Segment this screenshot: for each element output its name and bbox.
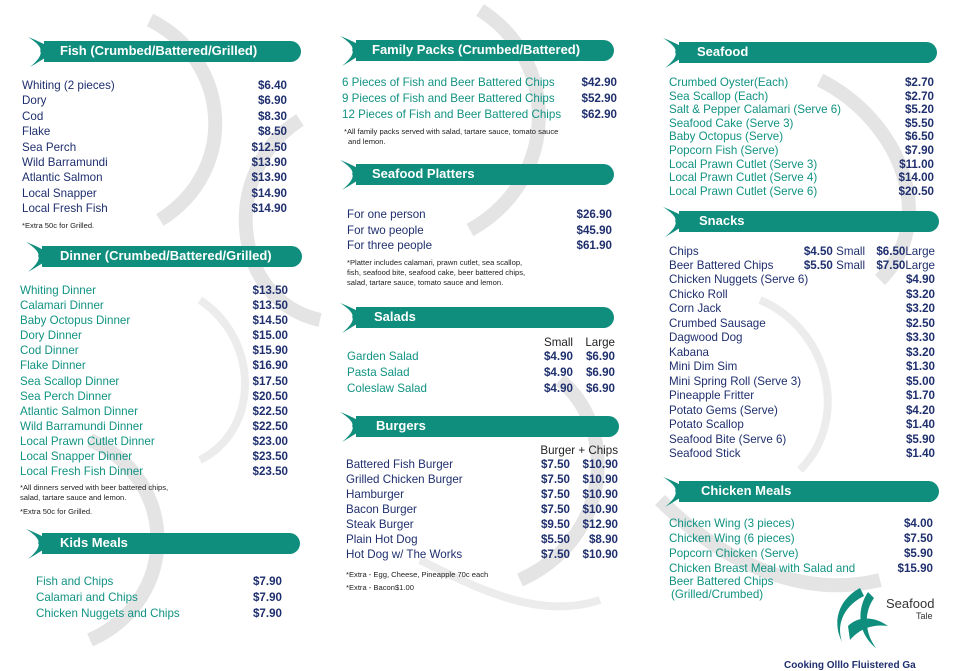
menu-item <box>669 360 935 375</box>
item-name: Coleslaw Salad <box>347 381 427 395</box>
item-name: Flake Dinner <box>20 359 86 373</box>
item-price: $13.90 <box>251 171 287 185</box>
item-name: Chips <box>669 245 699 258</box>
item-price: $2.70 <box>904 89 934 103</box>
item-name: Potato Gems (Serve) <box>669 403 778 417</box>
item-name: Crumbed Oyster(Each) <box>669 76 789 89</box>
item-price: $13.90 <box>251 156 287 170</box>
item-price-1: $4.90 <box>543 365 573 379</box>
menu-item <box>20 464 288 479</box>
item-price-2: $10.90 <box>582 488 618 501</box>
menu-item <box>20 434 288 449</box>
item-price: $22.50 <box>252 419 288 433</box>
item-name: Hamburger <box>346 488 404 501</box>
menu-item <box>346 517 618 532</box>
item-price: $45.90 <box>576 223 612 237</box>
item-price: $20.50 <box>898 184 934 198</box>
item-name: Chicken Nuggets (Serve 6) <box>669 273 809 286</box>
burgers-section <box>334 416 619 593</box>
item-prices <box>535 365 615 381</box>
item-name: Local Prawn Cutlet (Serve 6) <box>669 184 818 198</box>
item-name: Garden Salad <box>347 350 419 363</box>
item-name: Atlantic Salmon Dinner <box>20 404 138 418</box>
platters-title: Seafood Platters <box>372 166 475 181</box>
item-name: Calamari Dinner <box>20 299 104 313</box>
platters-note-line: *Platter includes calamari, prawn cutlet, sea scallop, <box>347 258 523 268</box>
menu-item <box>347 381 615 397</box>
salads-section <box>334 307 614 396</box>
item-prices <box>534 547 618 562</box>
item-name: Dagwood Dog <box>669 331 743 344</box>
family-banner <box>346 40 614 61</box>
menu-item <box>20 328 288 343</box>
item-price: $4.20 <box>905 403 935 417</box>
item-price: $13.50 <box>252 299 288 313</box>
item-prices <box>534 472 618 487</box>
item-name: Dory Dinner <box>20 329 82 343</box>
item-name: Steak Burger <box>346 518 414 531</box>
item-price-1: $4.90 <box>543 381 573 395</box>
kids-banner <box>32 533 300 554</box>
item-name: Chicken Nuggets and Chips <box>36 607 180 620</box>
item-price: $61.90 <box>576 239 612 253</box>
seafood-title: Seafood <box>697 44 749 59</box>
menu-item <box>20 343 288 358</box>
salads-column-headers <box>347 336 615 349</box>
item-name: 6 Pieces of Fish and Beer Battered Chips <box>342 76 555 89</box>
item-price-small: $5.50 <box>803 259 833 272</box>
menu-item <box>342 107 617 123</box>
item-price-1: $7.50 <box>540 503 570 516</box>
item-price: $14.00 <box>898 171 934 185</box>
footer-text: Cooking Olllo Fluistered Ga <box>784 660 916 671</box>
item-price: $5.50 <box>904 116 934 130</box>
menu-item <box>669 418 935 433</box>
snack-chips-row <box>669 245 935 259</box>
item-price-2: $10.90 <box>582 473 618 486</box>
chicken-title: Chicken Meals <box>701 483 792 498</box>
item-price: $52.90 <box>581 92 617 105</box>
chips-prices <box>804 245 935 259</box>
size-label: Small <box>836 259 866 272</box>
item-price: $22.50 <box>252 404 288 418</box>
menu-item <box>346 532 618 547</box>
salads-col-small: Small <box>544 336 573 349</box>
item-name: Local Prawn Cutlet (Serve 3) <box>669 157 818 171</box>
burgers-col-label: Burger + Chips <box>540 444 618 457</box>
item-price-1: $7.50 <box>540 473 570 486</box>
item-name: Dory <box>22 94 47 108</box>
item-price: $14.90 <box>251 186 287 200</box>
menu-item <box>20 358 288 373</box>
item-price: $5.20 <box>904 103 934 117</box>
menu-item <box>20 404 288 419</box>
item-price: $20.50 <box>252 389 288 403</box>
menu-item <box>36 590 282 606</box>
item-name: Chicken Wing (6 pieces) <box>669 532 795 546</box>
item-price: $3.20 <box>905 287 935 301</box>
item-name: Sea Scallop Dinner <box>20 374 120 388</box>
menu-item <box>669 273 935 288</box>
item-price: $1.70 <box>905 389 935 402</box>
item-name: Salt & Pepper Calamari (Serve 6) <box>669 103 842 117</box>
item-price: $5.00 <box>905 374 935 388</box>
item-price-1: $5.50 <box>540 533 570 546</box>
fish-note: *Extra 50c for Grilled. <box>22 220 95 230</box>
item-price: $4.90 <box>905 273 935 286</box>
item-price: $16.90 <box>252 359 288 373</box>
snack-beer-chips-row <box>669 259 935 273</box>
item-prices <box>535 381 615 397</box>
item-price: $15.00 <box>252 329 288 343</box>
burgers-title: Burgers <box>376 418 426 433</box>
menu-item <box>669 447 935 462</box>
menu-item <box>20 298 288 313</box>
menu-item <box>346 472 618 487</box>
item-name: Local Snapper <box>22 186 97 200</box>
family-section <box>334 40 617 147</box>
menu-item <box>669 375 935 390</box>
menu-item <box>20 313 288 328</box>
item-name: Bacon Burger <box>346 503 417 516</box>
item-name: Seafood Bite (Serve 6) <box>669 432 787 446</box>
item-price: $42.90 <box>581 76 617 89</box>
salads-col-large: Large <box>585 336 615 349</box>
item-price-2: $10.90 <box>582 503 618 516</box>
item-name: Potato Scallop <box>669 418 744 431</box>
platters-section <box>334 164 614 288</box>
item-price: $1.40 <box>905 447 935 460</box>
platters-banner <box>346 164 614 185</box>
item-price: $8.30 <box>257 109 287 123</box>
menu-item <box>669 185 934 199</box>
menu-item <box>22 140 287 155</box>
chicken-banner <box>669 481 939 502</box>
menu-item <box>669 144 934 158</box>
item-name: Calamari and Chips <box>36 591 138 604</box>
menu-item <box>347 349 615 365</box>
item-price: $7.50 <box>903 532 933 546</box>
family-note-line: and lemon. <box>348 137 386 146</box>
item-name: Kabana <box>669 345 709 359</box>
item-price: $6.40 <box>257 79 287 92</box>
item-price: $3.20 <box>905 302 935 315</box>
menu-item <box>669 404 935 419</box>
menu-item <box>669 90 934 104</box>
item-price: $26.90 <box>576 208 612 221</box>
menu-item <box>669 76 934 90</box>
item-name: For two people <box>347 223 424 237</box>
menu-item <box>669 171 934 185</box>
menu-item <box>342 75 617 91</box>
kids-section <box>20 533 300 622</box>
item-price-small: $4.50 <box>803 245 833 258</box>
item-price: $23.00 <box>252 434 288 448</box>
item-price: $8.50 <box>257 125 287 139</box>
item-prices <box>534 457 618 472</box>
item-name: For three people <box>347 239 433 253</box>
size-label: Large <box>905 259 935 272</box>
item-price: $14.50 <box>252 314 288 328</box>
platters-note-line: fish, seafood bite, seafood cake, beer battered chips, <box>347 268 526 278</box>
item-price: $62.90 <box>581 108 617 121</box>
dinner-banner <box>32 246 302 267</box>
item-price: $3.20 <box>905 345 935 359</box>
item-name: Fish and Chips <box>36 575 114 588</box>
item-name: Sea Scallop (Each) <box>669 89 769 103</box>
item-name: Plain Hot Dog <box>346 533 418 546</box>
item-name: Popcorn Chicken (Serve) <box>669 547 799 561</box>
item-name: Baby Octopus (Serve) <box>669 130 784 144</box>
menu-item <box>669 302 935 317</box>
item-price-1: $7.50 <box>540 488 570 501</box>
fish-title: Fish (Crumbed/Battered/Grilled) <box>60 43 258 58</box>
beer-chips-prices <box>804 259 935 273</box>
item-name: Local Fresh Fish <box>22 202 108 216</box>
item-name: Sea Perch <box>22 140 77 154</box>
item-name: Cod Dinner <box>20 344 79 358</box>
item-name: Grilled Chicken Burger <box>346 473 463 486</box>
item-price: $7.90 <box>904 143 934 157</box>
fish-tail-icon <box>661 473 705 509</box>
seafood-section <box>657 42 937 198</box>
salads-title: Salads <box>374 309 416 324</box>
seafood-tale-logo <box>828 582 948 656</box>
item-name: Whiting Dinner <box>20 284 97 297</box>
item-price: $2.70 <box>904 76 934 89</box>
menu-item <box>20 389 288 404</box>
logo-subtext: Tale <box>916 611 933 621</box>
menu-item <box>36 574 282 590</box>
item-name: Crumbed Sausage <box>669 316 766 330</box>
item-name: Cod <box>22 109 44 123</box>
item-price: $14.90 <box>251 202 287 216</box>
item-name: 9 Pieces of Fish and Beer Battered Chips <box>342 92 555 105</box>
menu-item <box>20 419 288 434</box>
item-name: Seafood Stick <box>669 447 741 460</box>
item-name: Baby Octopus Dinner <box>20 314 131 328</box>
item-name: Wild Barramundi Dinner <box>20 419 144 433</box>
item-price: $13.50 <box>252 284 288 297</box>
item-price: $7.90 <box>252 607 282 620</box>
kids-title: Kids Meals <box>60 535 128 550</box>
family-title: Family Packs (Crumbed/Battered) <box>372 42 581 57</box>
dinner-note-line: *Extra 50c for Grilled. <box>20 507 93 517</box>
item-name: Sea Perch Dinner <box>20 389 112 403</box>
menu-item <box>669 288 935 303</box>
item-name: Local Prawn Cutlet (Serve 4) <box>669 171 818 185</box>
item-name: Hot Dog w/ The Works <box>346 548 463 561</box>
item-prices <box>534 502 618 517</box>
menu-item <box>669 433 935 448</box>
menu-item <box>669 130 934 144</box>
item-price-2: $10.90 <box>582 458 618 471</box>
item-name: Battered Fish Burger <box>346 458 453 471</box>
item-price-2: $6.90 <box>585 350 615 363</box>
item-price: $1.40 <box>905 418 935 431</box>
menu-item <box>347 223 612 239</box>
dinner-note-line: salad, tartare sauce and lemon. <box>20 493 127 503</box>
item-price-2: $6.90 <box>585 365 615 379</box>
item-name-continued: (Grilled/Crumbed) <box>671 587 764 601</box>
item-price: $6.50 <box>904 130 934 144</box>
item-name: 12 Pieces of Fish and Beer Battered Chips <box>342 108 562 121</box>
item-price-1: $7.50 <box>540 458 570 471</box>
item-name: Chicko Roll <box>669 287 728 301</box>
menu-item <box>346 487 618 502</box>
menu-item <box>36 606 282 622</box>
item-price-2: $8.90 <box>588 533 618 546</box>
menu-item <box>346 457 618 472</box>
dinner-title: Dinner (Crumbed/Battered/Grilled) <box>60 248 272 263</box>
menu-item <box>22 78 287 93</box>
item-name: Local Prawn Cutlet Dinner <box>20 434 155 448</box>
snacks-banner <box>669 211 939 232</box>
menu-item <box>669 516 933 531</box>
menu-item <box>669 389 935 404</box>
menu-item <box>346 547 618 562</box>
item-price-1: $9.50 <box>540 518 570 531</box>
item-name: Popcorn Fish (Serve) <box>669 143 779 157</box>
menu-item <box>22 170 287 185</box>
menu-item <box>342 91 617 107</box>
fish-section <box>22 41 301 231</box>
family-note <box>344 127 614 147</box>
menu-item <box>347 238 612 254</box>
item-prices <box>534 487 618 502</box>
item-price: $5.90 <box>903 547 933 561</box>
item-price-2: $6.90 <box>585 381 615 395</box>
logo-text: Seafood <box>886 596 935 611</box>
menu-item <box>22 201 287 216</box>
menu-item <box>669 103 934 117</box>
item-price: $5.90 <box>905 432 935 446</box>
item-name: Atlantic Salmon <box>22 171 103 185</box>
dinner-note-line: *All dinners served with beer battered chips, <box>20 483 169 493</box>
item-name: Beer Battered Chips <box>669 259 774 272</box>
dinner-section <box>20 246 302 517</box>
fish-banner <box>34 41 301 62</box>
menu-item <box>22 109 287 124</box>
item-name: Flake <box>22 125 51 139</box>
burgers-banner <box>346 416 619 437</box>
snacks-title: Snacks <box>699 213 745 228</box>
item-price-large: $7.50 <box>876 259 906 272</box>
menu-item <box>22 186 287 201</box>
menu-item <box>669 158 934 172</box>
item-price-1: $7.50 <box>540 548 570 561</box>
item-price: $4.00 <box>903 517 933 530</box>
item-price: $17.50 <box>252 374 288 388</box>
item-name: Wild Barramundi <box>22 156 108 170</box>
item-name: Whiting (2 pieces) <box>22 79 115 92</box>
item-name: Mini Spring Roll (Serve 3) <box>669 374 802 388</box>
burgers-note-line: *Extra - Bacon$1.00 <box>346 583 414 592</box>
menu-item <box>669 317 935 332</box>
item-price-1: $4.90 <box>543 350 573 363</box>
item-name: Pineapple Fritter <box>669 389 755 402</box>
menu-item <box>347 365 615 381</box>
item-prices <box>534 517 618 532</box>
item-price: $11.00 <box>899 157 934 171</box>
item-name: Local Snapper Dinner <box>20 450 133 464</box>
menu-item <box>669 346 935 361</box>
item-name: Corn Jack <box>669 302 722 315</box>
item-name-continued: Beer Battered Chips <box>669 574 774 588</box>
menu-item <box>346 502 618 517</box>
salads-banner <box>346 307 614 328</box>
menu-item <box>22 93 287 108</box>
platters-note-line: salad, tartare sauce, tomato sauce and lemon. <box>347 278 504 288</box>
menu-item <box>669 562 933 575</box>
item-price: $15.90 <box>897 561 933 575</box>
dinner-note <box>20 483 302 517</box>
item-price: $23.50 <box>252 465 288 479</box>
menu-item <box>347 207 612 223</box>
item-prices <box>535 349 615 365</box>
menu-item <box>669 546 933 561</box>
menu-item <box>20 283 288 298</box>
item-price: $6.90 <box>257 94 287 108</box>
size-label: Large <box>905 245 935 258</box>
item-price: $12.50 <box>251 140 287 154</box>
item-name: Chicken Wing (3 pieces) <box>669 517 795 530</box>
item-price-2: $12.90 <box>582 518 618 531</box>
item-name: Pasta Salad <box>347 365 410 379</box>
burgers-column-header <box>346 444 618 457</box>
menu-item <box>669 331 935 346</box>
size-label: Small <box>836 245 866 258</box>
item-price: $3.30 <box>905 331 935 344</box>
item-price: $7.90 <box>252 575 282 588</box>
item-price: $23.50 <box>252 450 288 464</box>
menu-item <box>22 155 287 170</box>
platters-note <box>347 258 614 288</box>
snacks-section <box>657 211 939 462</box>
item-name: Chicken Breast Meal with Salad and <box>669 561 856 575</box>
burgers-note-line: *Extra - Egg, Cheese, Pineapple 70c each <box>346 570 489 579</box>
item-price: $2.50 <box>905 316 935 330</box>
seafood-banner <box>669 42 937 63</box>
burgers-note <box>346 570 618 593</box>
item-price: $15.90 <box>252 344 288 358</box>
item-price-2: $10.90 <box>582 548 618 561</box>
family-note-line: *All family packs served with salad, tartare sauce, tomato sauce <box>344 127 559 136</box>
item-price: $1.30 <box>905 360 935 373</box>
menu-item <box>20 449 288 464</box>
item-price: $7.90 <box>252 591 282 604</box>
item-prices <box>534 532 618 547</box>
logo-fish-icon <box>828 582 898 656</box>
item-name: Local Fresh Fish Dinner <box>20 465 144 479</box>
menu-item <box>20 374 288 389</box>
item-name: For one person <box>347 208 426 221</box>
item-name: Mini Dim Sim <box>669 360 738 373</box>
item-name: Seafood Cake (Serve 3) <box>669 116 794 130</box>
menu-item <box>22 124 287 139</box>
item-price-large: $6.50 <box>876 245 906 258</box>
menu-item <box>669 117 934 131</box>
menu-item <box>669 531 933 546</box>
